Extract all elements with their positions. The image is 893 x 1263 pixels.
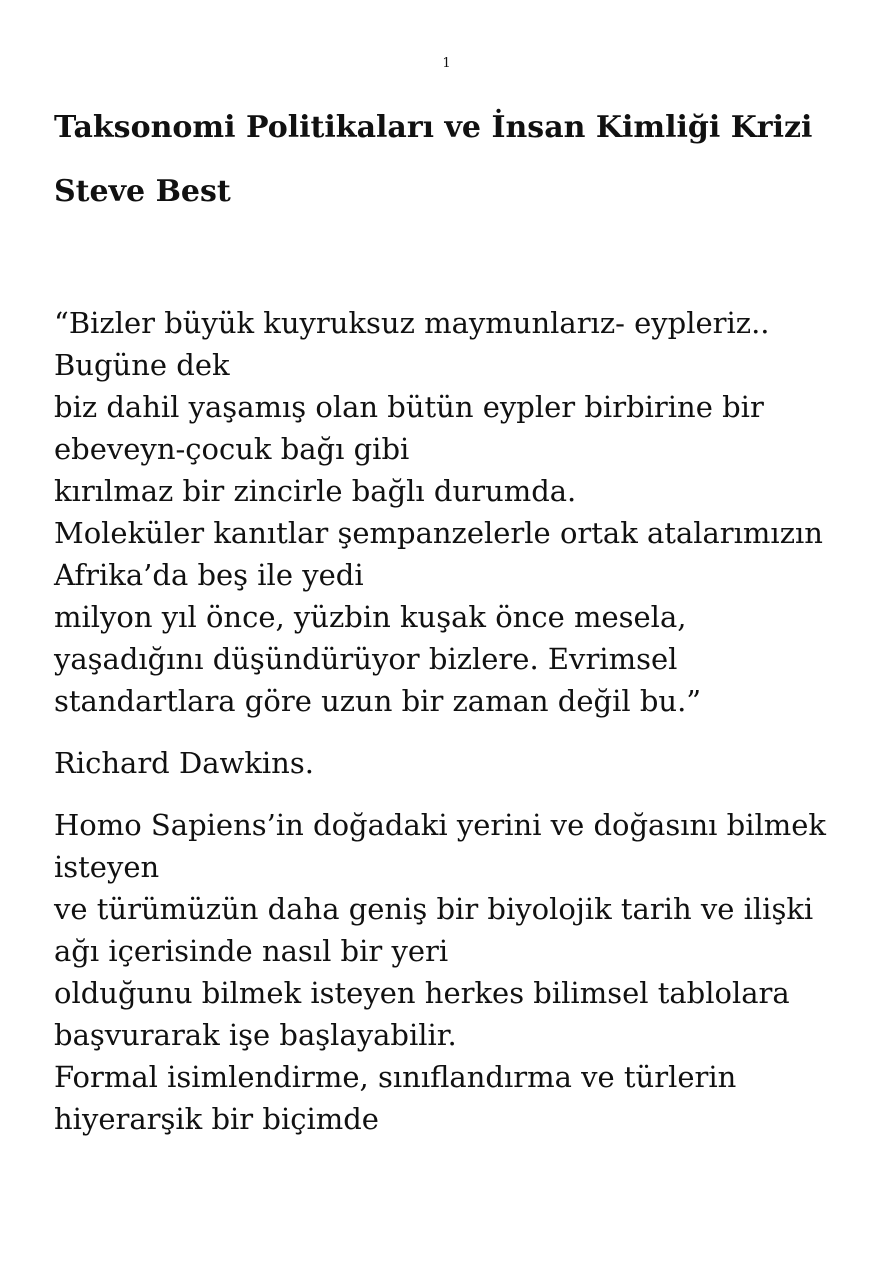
- body-paragraph: [54, 804, 864, 1140]
- page-number: 1: [442, 56, 451, 71]
- quote-line: Bugüne dek: [54, 348, 230, 382]
- quote-line: Moleküler kanıtlar şempanzelerle ortak atalarımızın: [54, 516, 823, 550]
- body-line: Homo Sapiens’in doğadaki yerini ve doğasını bilmek: [54, 808, 826, 842]
- quote-line: milyon yıl önce, yüzbin kuşak önce mesela,: [54, 600, 687, 634]
- body-line: ağı içerisinde nasıl bir yeri: [54, 934, 449, 968]
- body-line: Formal isimlendirme, sınıflandırma ve türlerin: [54, 1060, 737, 1094]
- epigraph-quote: [54, 302, 864, 722]
- body-line: hiyerarşik bir biçimde: [54, 1102, 379, 1136]
- body-line: olduğunu bilmek isteyen herkes bilimsel tablolara: [54, 976, 790, 1010]
- document-title: Taksonomi Politikaları ve İnsan Kimliği Krizi: [54, 110, 813, 145]
- quote-line: biz dahil yaşamış olan bütün eypler birbirine bir: [54, 390, 764, 424]
- quote-attribution: Richard Dawkins.: [54, 746, 314, 780]
- quote-line: Afrika’da beş ile yedi: [54, 558, 364, 592]
- document-author: Steve Best: [54, 174, 231, 209]
- quote-line: kırılmaz bir zincirle bağlı durumda.: [54, 474, 577, 508]
- quote-line: ebeveyn-çocuk bağı gibi: [54, 432, 410, 466]
- body-line: ve türümüzün daha geniş bir biyolojik tarih ve ilişki: [54, 892, 814, 926]
- quote-line: yaşadığını düşündürüyor bizlere. Evrimsel: [54, 642, 678, 676]
- quote-line: standartlara göre uzun bir zaman değil bu.”: [54, 684, 702, 718]
- document-body: [54, 108, 864, 1140]
- quote-line: “Bizler büyük kuyruksuz maymunlarız- eypleriz..: [54, 306, 770, 340]
- body-line: isteyen: [54, 850, 160, 884]
- body-line: başvurarak işe başlayabilir.: [54, 1018, 457, 1052]
